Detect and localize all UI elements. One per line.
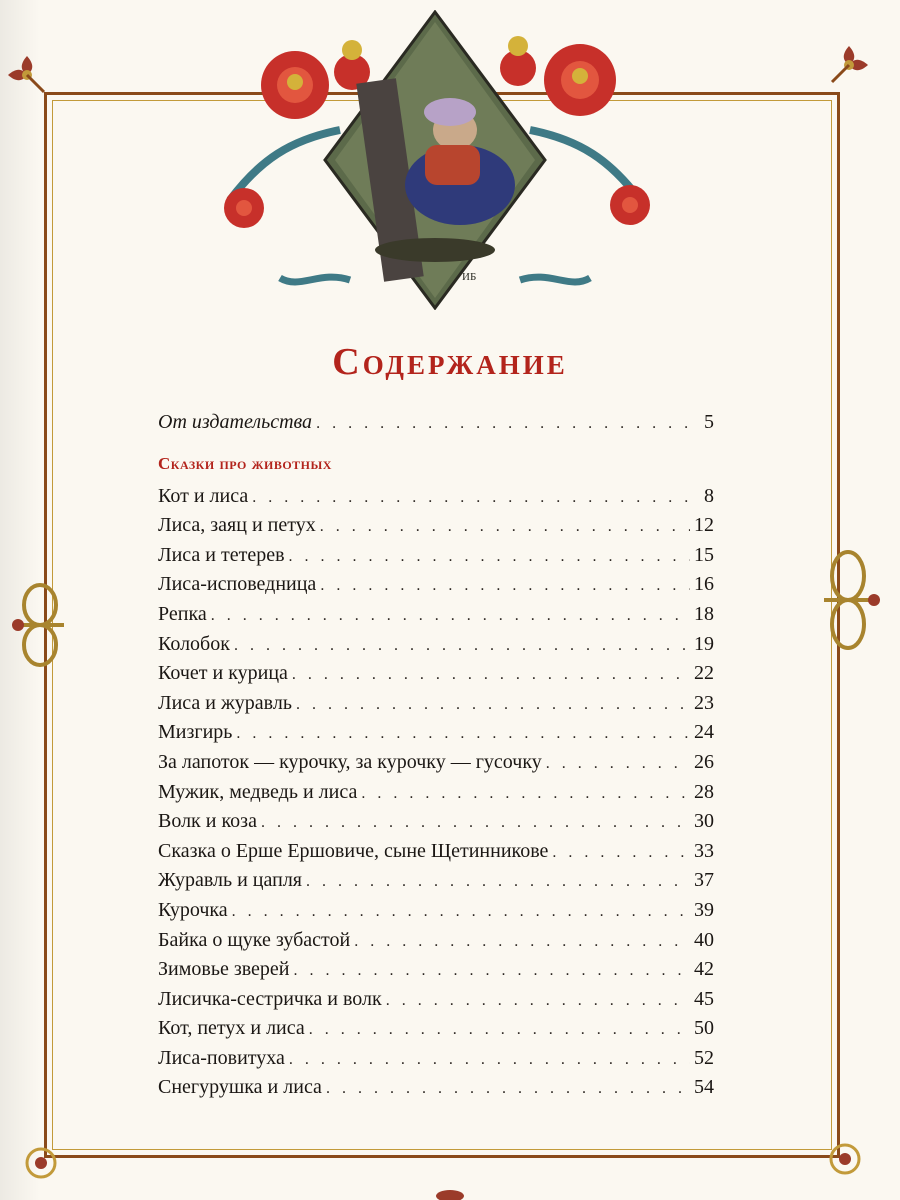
toc-entry-title: Байка о щуке зубастой [158, 928, 351, 951]
toc-entry-title: Репка [158, 602, 207, 625]
toc-entry [158, 482, 714, 512]
toc-entry-title: Лисичка-сестричка и волк [158, 987, 382, 1010]
toc-entry-page: 19 [694, 632, 714, 655]
ornamental-corner-icon [826, 42, 872, 88]
bottom-ornament-icon [430, 1186, 470, 1200]
toc-entry [158, 778, 714, 808]
toc-entry [158, 630, 714, 660]
toc-entry-page: 45 [694, 987, 714, 1010]
folk-flower-icon [500, 36, 536, 86]
toc-entry-title: За лапоток — курочку, за курочку — гусочку [158, 750, 542, 773]
toc-entry-title: Мизгирь [158, 721, 233, 744]
toc-entry-page: 23 [694, 691, 714, 714]
page-title: Содержание [332, 341, 568, 383]
toc-entry [158, 896, 714, 926]
toc-entry [158, 570, 714, 600]
dot-leader [252, 483, 700, 513]
toc-entry [158, 807, 714, 837]
dot-leader [296, 690, 690, 720]
toc-entry-page: 39 [694, 898, 714, 921]
toc-entries [158, 482, 714, 1103]
toc-entry [158, 748, 714, 778]
toc-entry [158, 1044, 714, 1074]
dot-leader [306, 867, 690, 897]
table-of-contents [158, 408, 714, 1103]
toc-entry-title: Кот, петух и лиса [158, 1017, 305, 1040]
toc-entry-title: Снегурушка и лиса [158, 1076, 322, 1099]
dot-leader [361, 779, 690, 809]
toc-entry-title: Волк и коза [158, 810, 257, 833]
toc-entry-page: 54 [694, 1076, 714, 1099]
toc-entry [158, 866, 714, 896]
toc-entry [158, 1014, 714, 1044]
toc-entry [158, 511, 714, 541]
toc-entry-title: Лиса и тетерев [158, 543, 285, 566]
dot-leader [232, 897, 690, 927]
toc-entry-page: 24 [694, 721, 714, 744]
svg-text:ИБ: ИБ [462, 271, 477, 283]
dot-leader [316, 409, 700, 439]
dot-leader [292, 660, 690, 690]
toc-entry-page: 16 [694, 573, 714, 596]
toc-entry-title: Лиса и журавль [158, 691, 292, 714]
dot-leader [552, 838, 690, 868]
dot-leader [289, 542, 690, 572]
celtic-knot-icon [8, 575, 72, 675]
dot-leader [546, 749, 690, 779]
dot-leader [386, 986, 690, 1016]
toc-entry [158, 955, 714, 985]
toc-entry [158, 600, 714, 630]
dot-leader [320, 571, 690, 601]
section-heading: Сказки про животных [158, 453, 332, 473]
ornamental-corner-icon [18, 1140, 64, 1186]
folk-flower-icon [224, 188, 264, 228]
toc-entry-page: 50 [694, 1017, 714, 1040]
toc-entry-page: 28 [694, 780, 714, 803]
toc-entry-page: 22 [694, 662, 714, 685]
dot-leader [294, 956, 690, 986]
toc-entry [158, 541, 714, 571]
toc-entry-page: 33 [694, 839, 714, 862]
toc-entry-page: 52 [694, 1046, 714, 1069]
dot-leader [320, 512, 690, 542]
folk-flower-icon [334, 40, 370, 90]
folk-flower-icon [610, 185, 650, 225]
dot-leader [236, 719, 690, 749]
dot-leader [261, 808, 690, 838]
celtic-knot-icon [818, 540, 884, 660]
toc-entry-page: 26 [694, 750, 714, 773]
toc-entry-title: Журавль и цапля [158, 869, 303, 892]
toc-entry [158, 1073, 714, 1103]
toc-entry [158, 837, 714, 867]
toc-entry-title: От издательства [158, 411, 313, 433]
folk-illustration [200, 10, 670, 310]
toc-entry-title: Колобок [158, 632, 230, 655]
folk-flower-icon [261, 51, 329, 119]
dot-leader [234, 631, 690, 661]
dot-leader [211, 601, 690, 631]
toc-entry [158, 985, 714, 1015]
toc-entry [158, 718, 714, 748]
toc-entry-page: 18 [694, 602, 714, 625]
folk-flower-icon [544, 44, 616, 116]
toc-entry-page: 15 [694, 543, 714, 566]
toc-entry-intro [158, 408, 714, 438]
toc-entry-page: 30 [694, 810, 714, 833]
toc-entry-title: Мужик, медведь и лиса [158, 780, 358, 803]
toc-entry [158, 926, 714, 956]
toc-entry-page: 37 [694, 869, 714, 892]
toc-entry-page: 5 [704, 411, 714, 433]
toc-entry [158, 659, 714, 689]
toc-entry-page: 8 [704, 484, 714, 507]
toc-entry-title: Зимовье зверей [158, 958, 290, 981]
dot-leader [354, 927, 690, 957]
toc-entry-title: Кочет и курица [158, 662, 288, 685]
toc-entry-title: Кот и лиса [158, 484, 249, 507]
toc-entry-page: 42 [694, 958, 714, 981]
toc-entry-title: Лиса-исповедница [158, 573, 317, 596]
toc-entry-title: Лиса-повитуха [158, 1046, 285, 1069]
toc-entry [158, 689, 714, 719]
toc-entry-page: 12 [694, 514, 714, 537]
toc-entry-title: Курочка [158, 898, 228, 921]
dot-leader [289, 1045, 690, 1075]
ornamental-corner-icon [4, 52, 50, 98]
ornamental-corner-icon [822, 1136, 868, 1182]
toc-entry-page: 40 [694, 928, 714, 951]
toc-entry-title: Лиса, заяц и петух [158, 514, 316, 537]
dot-leader [309, 1015, 690, 1045]
dot-leader [326, 1074, 690, 1104]
toc-entry-title: Сказка о Ерше Ершовиче, сыне Щетинникове [158, 839, 549, 862]
